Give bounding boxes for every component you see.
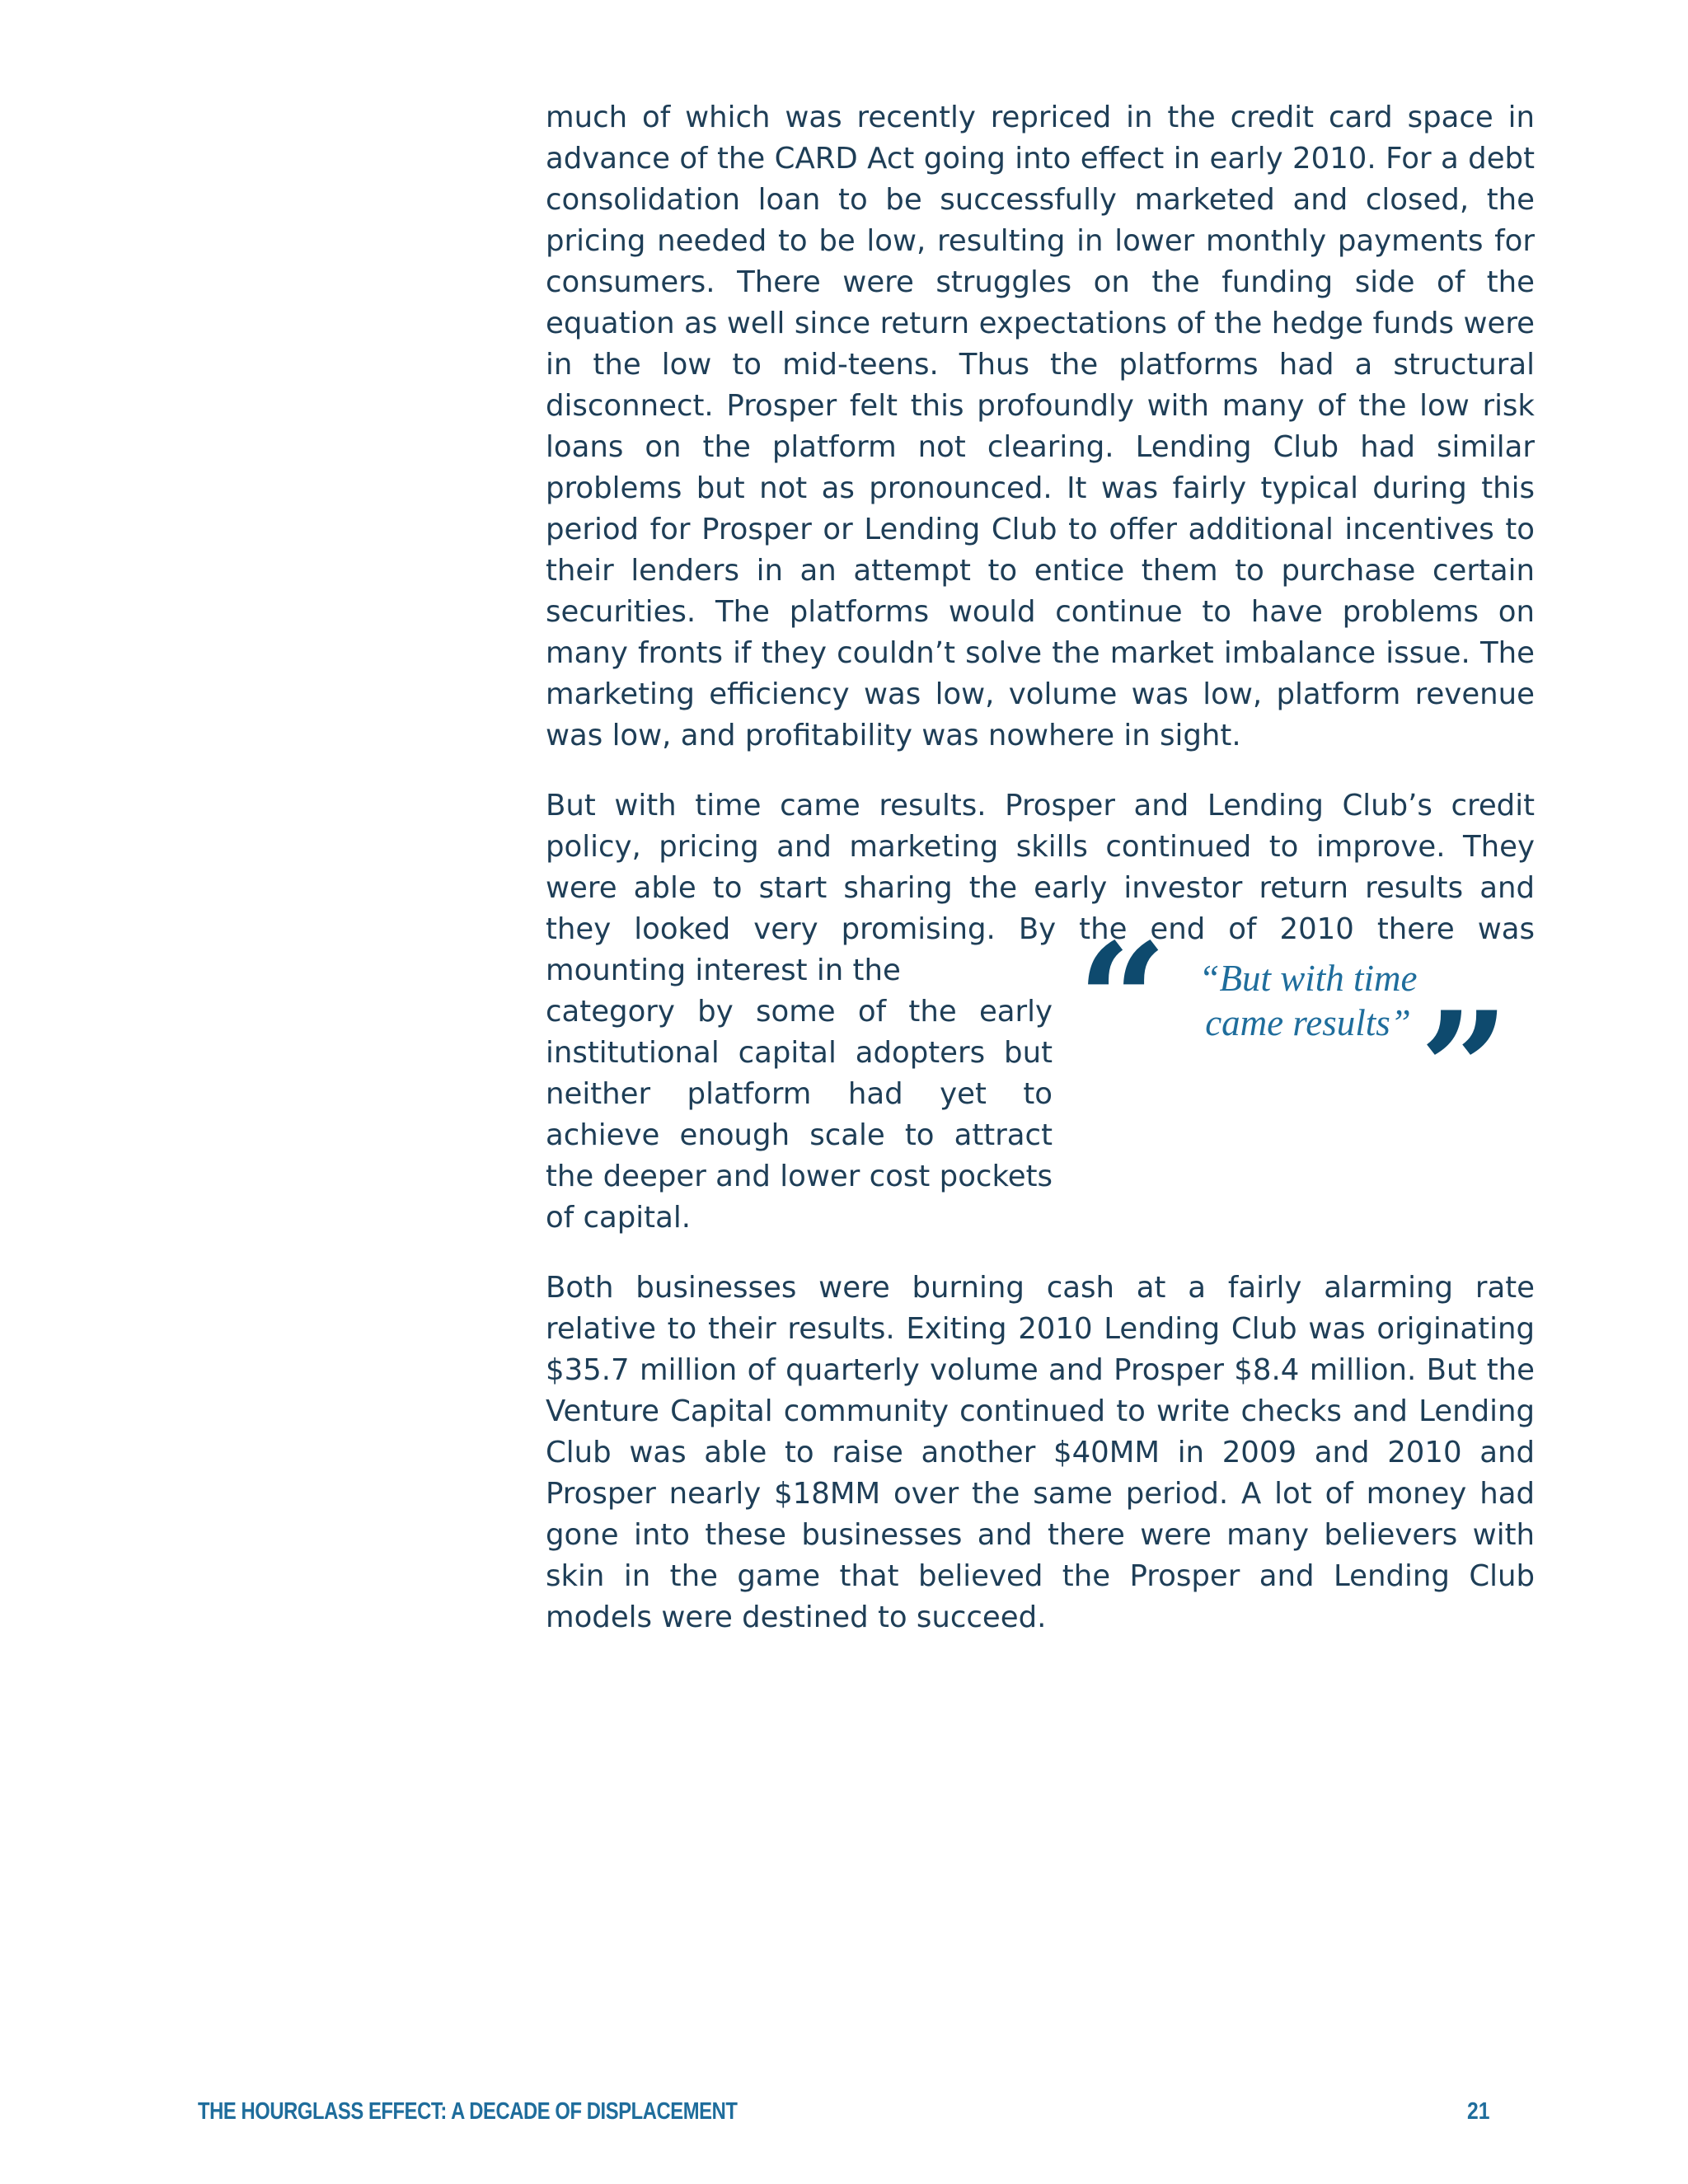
close-quote-icon: ”	[1419, 977, 1510, 1161]
footer-title: THE HOURGLASS EFFECT: A DECADE OF DISPLACEMENT	[198, 2098, 738, 2125]
pull-quote-text: “But with time came results”	[1198, 958, 1418, 1043]
body-paragraph-1: much of which was recently repriced in the credit card space in advance of the CARD Act going into effect in early 2010. For a debt consolidation loan to be successfully marketed and closed, the pricing needed to be low, resulting in lower monthly payments for consumers. There were struggles on the funding side of the equation as well since return expectations of the hedge funds were in the low to mid-teens. Thus the platforms had a structural disconnect. Prosper felt this profoundly with many of the low risk loans on the platform not clearing. Lending Club had similar problems but not as pronounced. It was fairly typical during this period for Prosper or Lending Club to offer additional incentives to their lenders in an attempt to entice them to purchase certain securities. The platforms would continue to have problems on many fronts if they couldn’t solve the market imbalance issue. The marketing efficiency was low, volume was low, platform revenue was low, and profitability was nowhere in sight.	[546, 101, 1535, 752]
body-paragraph-2	[546, 785, 1535, 1239]
body-paragraph-2-narrow: category by some of the early institutional capital adopters but neither platform had yet to achieve enough scale to attract the deeper and lower cost pockets of capital.	[546, 995, 1053, 1235]
body-paragraph-2-full-width: But with time came results. Prosper and Lending Club’s credit policy, pricing and marketing skills continued to improve. They were able to start sharing the early investor return results and they looked very promising. By the end of 2010 there was mounting interest in the	[546, 789, 1535, 987]
page-number: 21	[1467, 2098, 1490, 2125]
open-quote-icon: “	[1077, 909, 1168, 1093]
page-footer	[198, 2098, 1255, 2131]
body-column	[546, 97, 1535, 1667]
pull-quote	[1077, 909, 1539, 1161]
body-paragraph-3: Both businesses were burning cash at a fairly alarming rate relative to their results. Exiting 2010 Lending Club was originating $35.7 million of quarterly volume and Prosper $8.4 million. But the Venture Capital community continued to write checks and Lending Club was able to raise another $40MM in 2009 and 2010 and Prosper nearly $18MM over the same period. A lot of money had gone into these businesses and there were many believers with skin in the game that believed the Prosper and Lending Club models were destined to succeed.	[546, 1271, 1535, 1634]
